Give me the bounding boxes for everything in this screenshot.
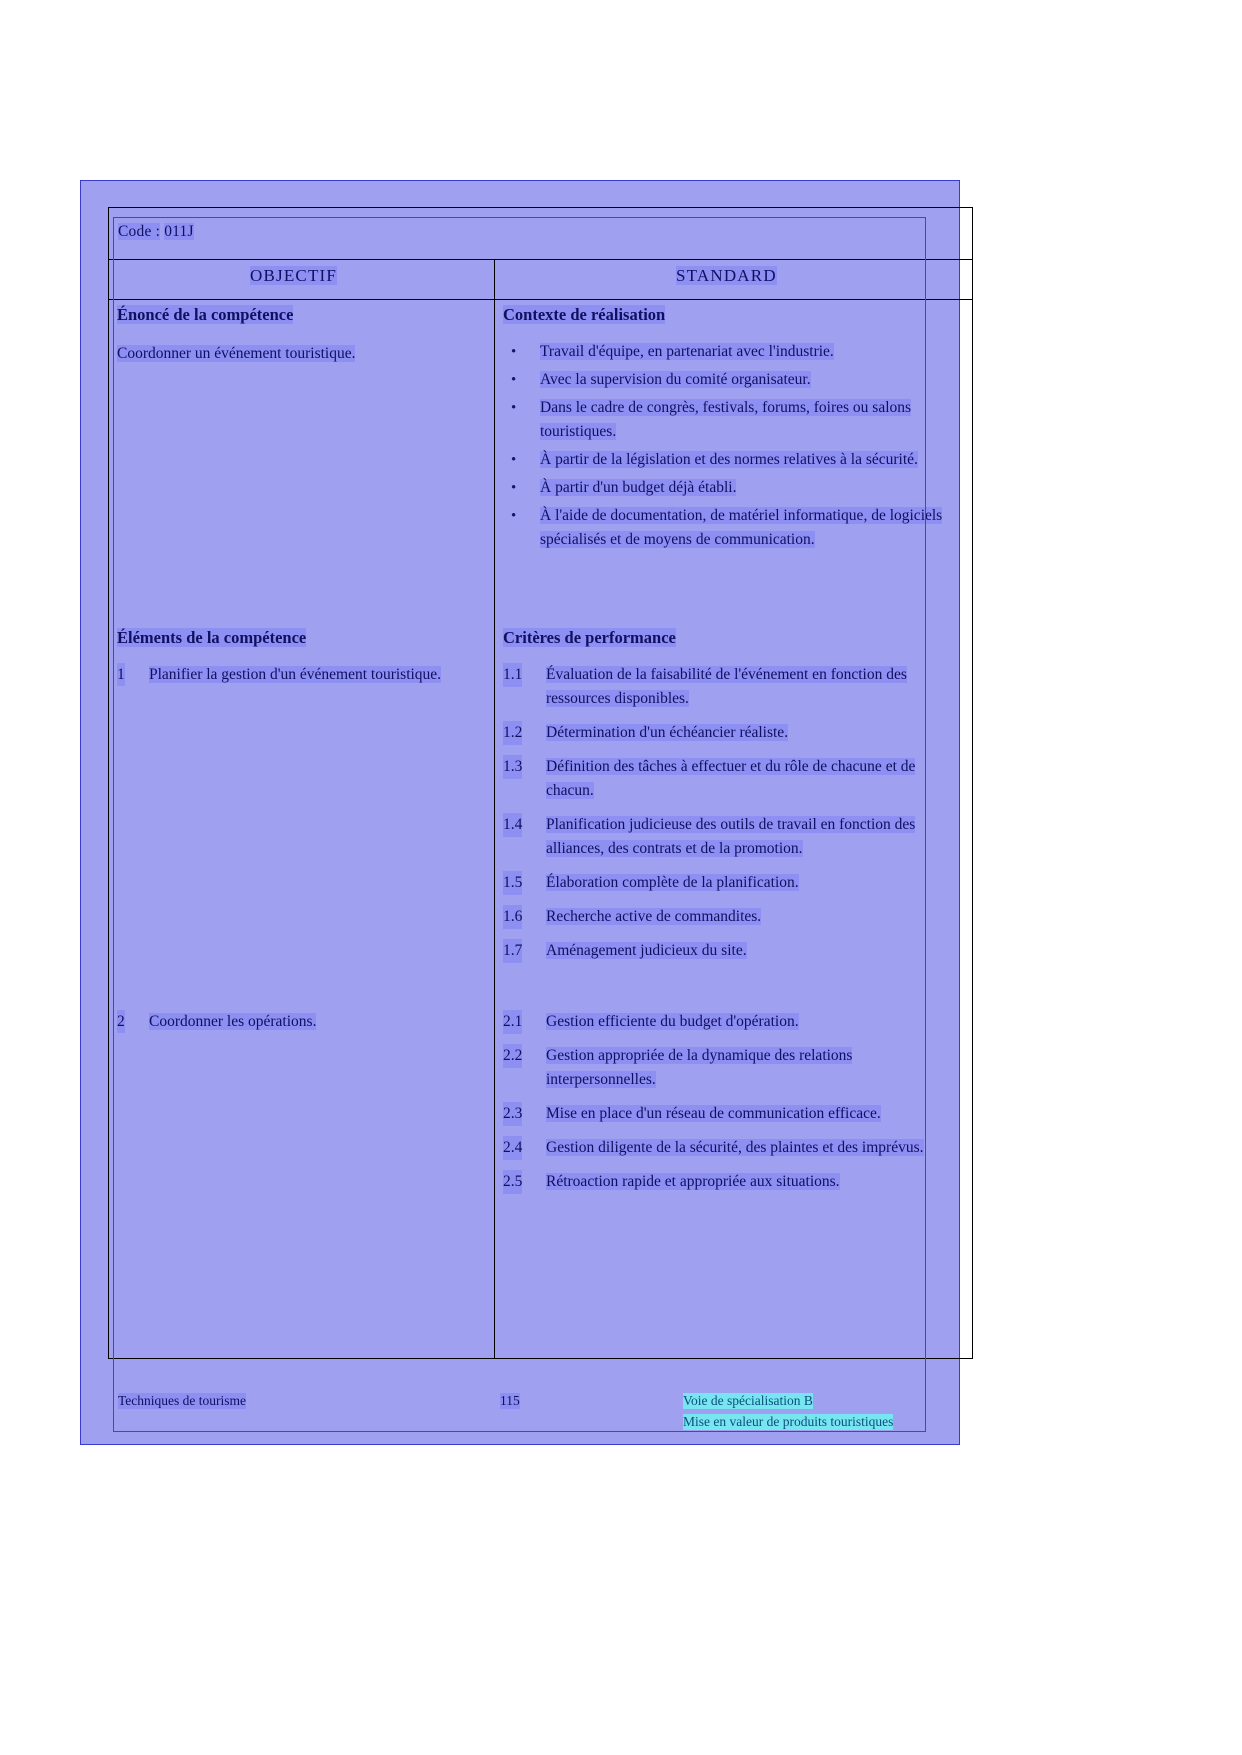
criterion-text: Élaboration complète de la planification. [546, 874, 799, 891]
header-rule-top [108, 259, 973, 260]
criterion-row [503, 905, 958, 929]
element-label: Planifier la gestion d'un événement touristique. [149, 666, 442, 683]
criterion-number: 1.3 [503, 755, 522, 779]
criteria-group-1 [503, 663, 958, 973]
criterion-text: Planification judicieuse des outils de travail en fonction des alliances, des contrats et de la promotion. [546, 816, 916, 857]
competence-statement: Coordonner un événement touristique. [117, 345, 356, 362]
criterion-row [503, 1102, 958, 1126]
criteria-group-2 [503, 1010, 958, 1204]
criterion-number: 2.1 [503, 1010, 522, 1034]
criterion-row [503, 1170, 958, 1194]
bullet-icon: • [511, 400, 517, 416]
criterion-number: 1.5 [503, 871, 522, 895]
criterion-number: 1.2 [503, 721, 522, 745]
criterion-row [503, 1136, 958, 1160]
criterion-row [503, 1044, 958, 1092]
criterion-row [503, 871, 958, 895]
code-value: 011J [164, 223, 194, 240]
footer-page-number: 115 [500, 1393, 520, 1408]
element-row [117, 663, 487, 686]
criterion-number: 2.5 [503, 1170, 522, 1194]
element-number: 1 [117, 663, 125, 686]
bullet-icon: • [511, 508, 517, 524]
footer-specialization-sub: Mise en valeur de produits touristiques [683, 1414, 894, 1429]
criterion-number: 1.1 [503, 663, 522, 687]
criterion-row [503, 755, 958, 803]
criterion-number: 1.7 [503, 939, 522, 963]
footer-program: Techniques de tourisme [118, 1393, 247, 1408]
list-item: • À partir d'un budget déjà établi. [503, 476, 943, 500]
criterion-number: 2.4 [503, 1136, 522, 1160]
list-item: • Avec la supervision du comité organisateur. [503, 368, 943, 392]
criterion-text: Gestion diligente de la sécurité, des plaintes et des imprévus. [546, 1139, 924, 1156]
heading-contexte-realisation: Contexte de réalisation [503, 305, 666, 324]
criterion-text: Mise en place d'un réseau de communication efficace. [546, 1105, 881, 1122]
criterion-number: 1.6 [503, 905, 522, 929]
code-label: Code : [118, 223, 161, 240]
list-item: • À partir de la législation et des normes relatives à la sécurité. [503, 448, 943, 472]
contexte-bullet-list [503, 340, 943, 556]
criterion-text: Évaluation de la faisabilité de l'événement en fonction des ressources disponibles. [546, 666, 907, 707]
criterion-row [503, 1010, 958, 1034]
column-header-objectif: OBJECTIF [250, 266, 338, 285]
column-header-standard: STANDARD [676, 266, 777, 285]
criterion-text: Rétroaction rapide et appropriée aux situations. [546, 1173, 840, 1190]
list-item: • À l'aide de documentation, de matériel informatique, de logiciels spécialisés et de moyens de communication. [503, 504, 943, 552]
bullet-icon: • [511, 480, 517, 496]
bullet-icon: • [511, 344, 517, 360]
heading-enonce-competence: Énoncé de la compétence [117, 305, 294, 324]
footer-specialization: Voie de spécialisation B [683, 1393, 813, 1408]
bullet-icon: • [511, 372, 517, 388]
criterion-row [503, 939, 958, 963]
criterion-row [503, 813, 958, 861]
criterion-text: Gestion appropriée de la dynamique des relations interpersonnelles. [546, 1047, 853, 1088]
criterion-text: Détermination d'un échéancier réaliste. [546, 724, 789, 741]
criterion-text: Gestion efficiente du budget d'opération. [546, 1013, 799, 1030]
criterion-text: Définition des tâches à effectuer et du rôle de chacune et de chacun. [546, 758, 916, 799]
competence-code [118, 223, 194, 241]
header-rule-bottom [108, 299, 973, 300]
column-divider [494, 259, 495, 1359]
list-item: • Travail d'équipe, en partenariat avec l'industrie. [503, 340, 943, 364]
criterion-row [503, 721, 958, 745]
element-label: Coordonner les opérations. [149, 1013, 317, 1030]
element-number: 2 [117, 1010, 125, 1033]
list-item: • Dans le cadre de congrès, festivals, forums, foires ou salons touristiques. [503, 396, 943, 444]
criterion-number: 2.3 [503, 1102, 522, 1126]
criterion-row [503, 663, 958, 711]
heading-elements-competence: Éléments de la compétence [117, 628, 307, 647]
heading-criteres-performance: Critères de performance [503, 628, 676, 647]
criterion-text: Aménagement judicieux du site. [546, 942, 747, 959]
bullet-icon: • [511, 452, 517, 468]
element-row [117, 1010, 487, 1033]
criterion-number: 1.4 [503, 813, 522, 837]
criterion-text: Recherche active de commandites. [546, 908, 762, 925]
criterion-number: 2.2 [503, 1044, 522, 1068]
